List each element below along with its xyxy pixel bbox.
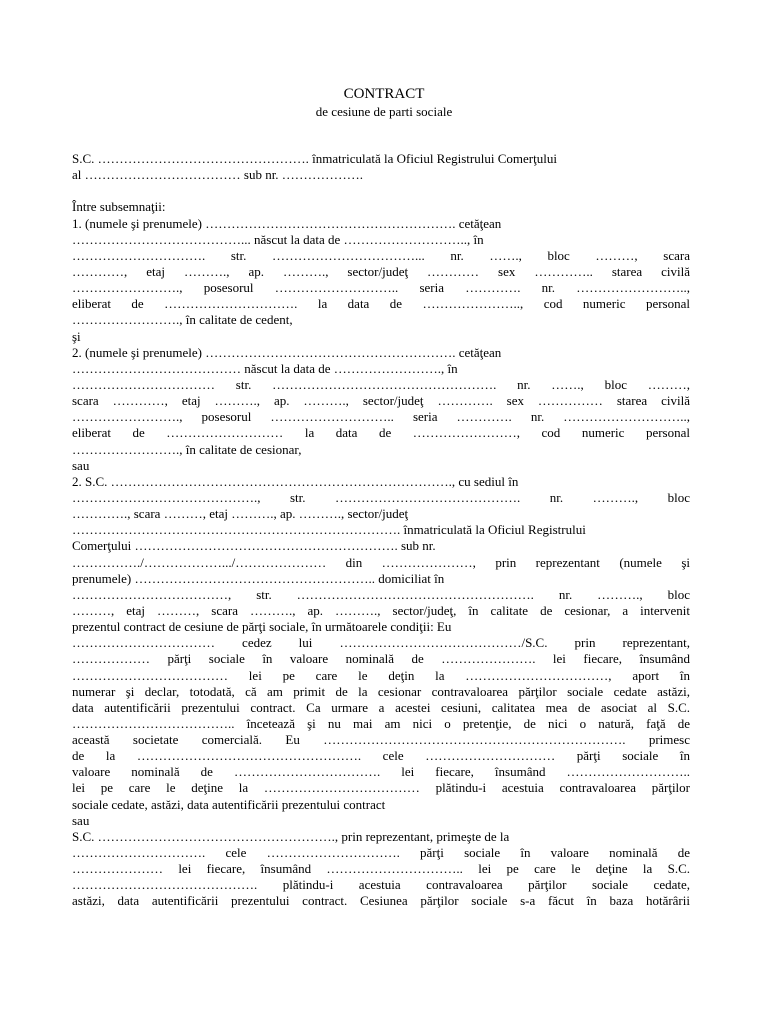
document-line: ……………………., în calitate de cesionar, [72, 441, 302, 457]
document-line: ……………………………… lei pe care le deţin la ……………………………, aport în [72, 667, 690, 683]
document-title: CONTRACT [343, 86, 425, 102]
document-line: ……………………., posesorul ……………………….. seria …………. nr. …………………….., [72, 280, 690, 296]
document-body [72, 151, 690, 910]
document-line: 1. (numele şi prenumele) …………………………………………………. cetăţean [72, 215, 502, 231]
document-line: S.C. ………………………………………………., prin reprezentant, primeşte de la [72, 828, 510, 844]
document-line: al ……………………………… sub nr. ………………. [72, 167, 364, 183]
document-line: ……………./……………….../………………… din …………………, prin reprezentant (numele şi [72, 554, 690, 570]
document-line: sau [72, 457, 90, 473]
document-line: 2. (numele şi prenumele) …………………………………………………. cetăţean [72, 344, 502, 360]
document-line: ………………………………, str. ………………………………………………. nr. ………., bloc [72, 586, 690, 602]
blank-line [72, 183, 690, 199]
document-line: …………………………. str. ……………………………... nr. ……., bloc ………, scara [72, 247, 690, 263]
document-line: ……………… părţi sociale în valoare nominală de …………………. lei fiecare, însumând [72, 651, 690, 667]
document-line: ……………………………………. plătindu-i acestuia contravaloarea părţilor sociale cedate, [72, 877, 690, 893]
document-line: lei pe care le deţine la ……………………………… plătindu-i acestuia contravaloarea părţilor [72, 780, 690, 796]
document-line: Comerţului ……………………………………………………. sub nr. [72, 538, 436, 554]
document-line: …………………………. cele …………………………. părţi sociale în valoare nominală de [72, 845, 690, 861]
document-line: şi [72, 328, 81, 344]
document-line: …………………………… str. ……………………………………………. nr. ……., bloc ………, [72, 376, 690, 392]
document-line: valoare nominală de ……………………………. lei fiecare, însumând ……………………….. [72, 764, 690, 780]
document-line: ………………… lei fiecare, însumând ………………………….. lei pe care le deţine la S.C. [72, 861, 690, 877]
document-line: numerar şi declar, totodată, că am primit de la cesionar contravaloarea părţilor sociale cedate astăzi, [72, 683, 690, 699]
document-line: ……………………………….. încetează şi nu mai am nici o pretenţie, de nici o natură, faţă de [72, 715, 690, 731]
document-line: de la ……………………………………………. cele ………………………… părţi sociale în [72, 748, 690, 764]
document-line: …………………………… cedez lui ……………………………………/S.C. prin reprezentant, [72, 635, 690, 651]
document-line: eliberat de …………………………. la data de ………………….., cod numeric personal [72, 296, 690, 312]
document-line: astăzi, data autentificării prezentului contract. Cesiunea părţilor sociale s-a făcut în baza hotărârii [72, 893, 690, 909]
document-line: sau [72, 812, 90, 828]
document-subtitle: de cesiune de parti sociale [315, 104, 453, 119]
document-line: …………………………………... născut la data de ……………………….., în [72, 231, 484, 247]
document-line: …………, etaj ………., ap. ………., sector/judeţ ………… sex ………….. starea civilă [72, 263, 690, 279]
document-line: scara …………, etaj ………., ap. ………., sector/judeţ …………. sex …………… starea civilă [72, 393, 690, 409]
document-line: ……………………………………., str. ……………………………………. nr. ………., bloc [72, 489, 690, 505]
document-line: prenumele) ……………………………………………….. domiciliat în [72, 570, 445, 586]
document-line: prezentul contract de cesiune de părţi sociale, în următoarele condiţii: Eu [72, 619, 452, 635]
document-line: 2. S.C. ……………………………………………………………………., cu sediul în [72, 473, 519, 489]
document-line: ……………………., posesorul ……………………….. seria …………. nr. ……………………….., [72, 409, 690, 425]
document-line: ………………………………… născut la data de ……………………., în [72, 360, 458, 376]
document-line: ………, etaj ………, scara ………., ap. ………., sector/judeţ, în calitate de cesionar, a intervenit [72, 602, 690, 618]
document-line: sociale cedate, astăzi, data autentificării prezentului contract [72, 796, 386, 812]
document-line: S.C. …………………………………………. înmatriculată la Oficiul Registrului Comerţului [72, 151, 557, 166]
document-line: eliberat de ……………………… la data de ……………………, cod numeric personal [72, 425, 690, 441]
document-line: ……………………., în calitate de cedent, [72, 312, 293, 328]
document-line: …………………………………………………………………. înmatriculată la Oficiul Registrului [72, 522, 586, 538]
document-line: această societate comercială. Eu ……………………………………………………………. primesc [72, 732, 690, 748]
document-line: …………., scara ………, etaj ………., ap. ………., sector/judeţ [72, 506, 409, 522]
document-line: Între subsemnaţii: [72, 199, 166, 215]
document-line: data autentificării prezentului contract. Ca urmare a acestei cesiuni, calitatea mea de asociat al S.C. [72, 699, 690, 715]
